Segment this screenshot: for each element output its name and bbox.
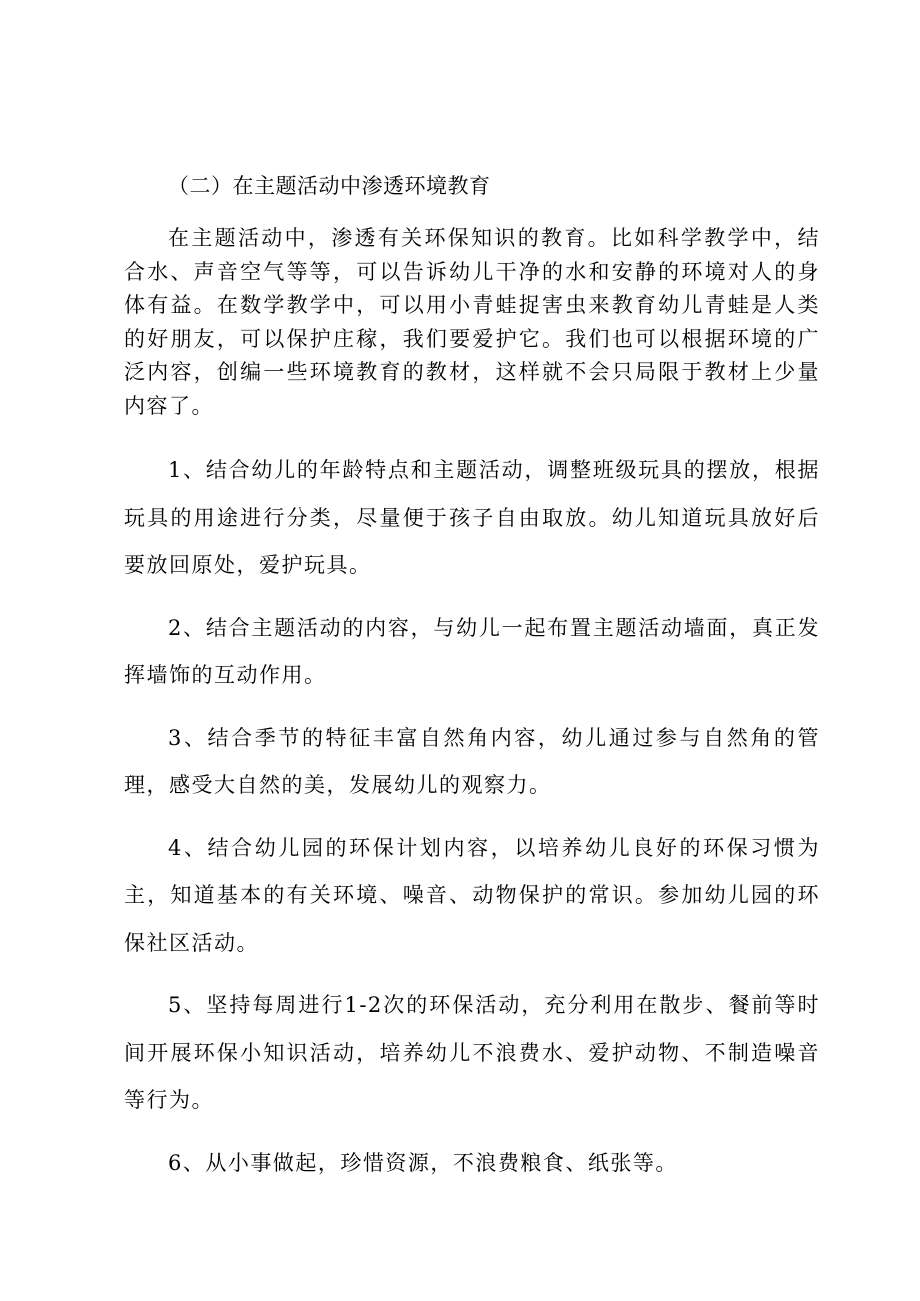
list-item-3: 3、结合季节的特征丰富自然角内容，幼儿通过参与自然角的管理，感受大自然的美，发展幼儿的观察力。 (124, 725, 820, 797)
document-body (124, 168, 820, 1187)
section-heading: （二）在主题活动中渗透环境教育 (168, 174, 491, 198)
intro-paragraph: 在主题活动中，渗透有关环保知识的教育。比如科学教学中，结合水、声音空气等等，可以告诉幼儿干净的水和安静的环境对人的身体有益。在数学教学中，可以用小青蛙捉害虫来教育幼儿青蛙是人类的好朋友，可以保护庄稼，我们要爱护它。我们也可以根据环境的广泛内容，创编一些环境教育的教材，这样就不会只局限于教材上少量内容了。 (124, 226, 820, 418)
list-item-6: 6、从小事做起，珍惜资源，不浪费粮食、纸张等。 (168, 1150, 678, 1175)
list-item-4: 4、结合幼儿园的环保计划内容，以培养幼儿良好的环保习惯为主，知道基本的有关环境、噪音、动物保护的常识。参加幼儿园的环保社区活动。 (124, 835, 820, 955)
list-item-2: 2、结合主题活动的内容，与幼儿一起布置主题活动墙面，真正发挥墙饰的互动作用。 (124, 615, 820, 687)
list-item-1: 1、结合幼儿的年龄特点和主题活动，调整班级玩具的摆放，根据玩具的用途进行分类，尽量便于孩子自由取放。幼儿知道玩具放好后要放回原处，爱护玩具。 (124, 458, 820, 577)
list-item-5: 5、坚持每周进行1-2次的环保活动，充分利用在散步、餐前等时间开展环保小知识活动，培养幼儿不浪费水、爱护动物、不制造噪音等行为。 (124, 993, 820, 1112)
